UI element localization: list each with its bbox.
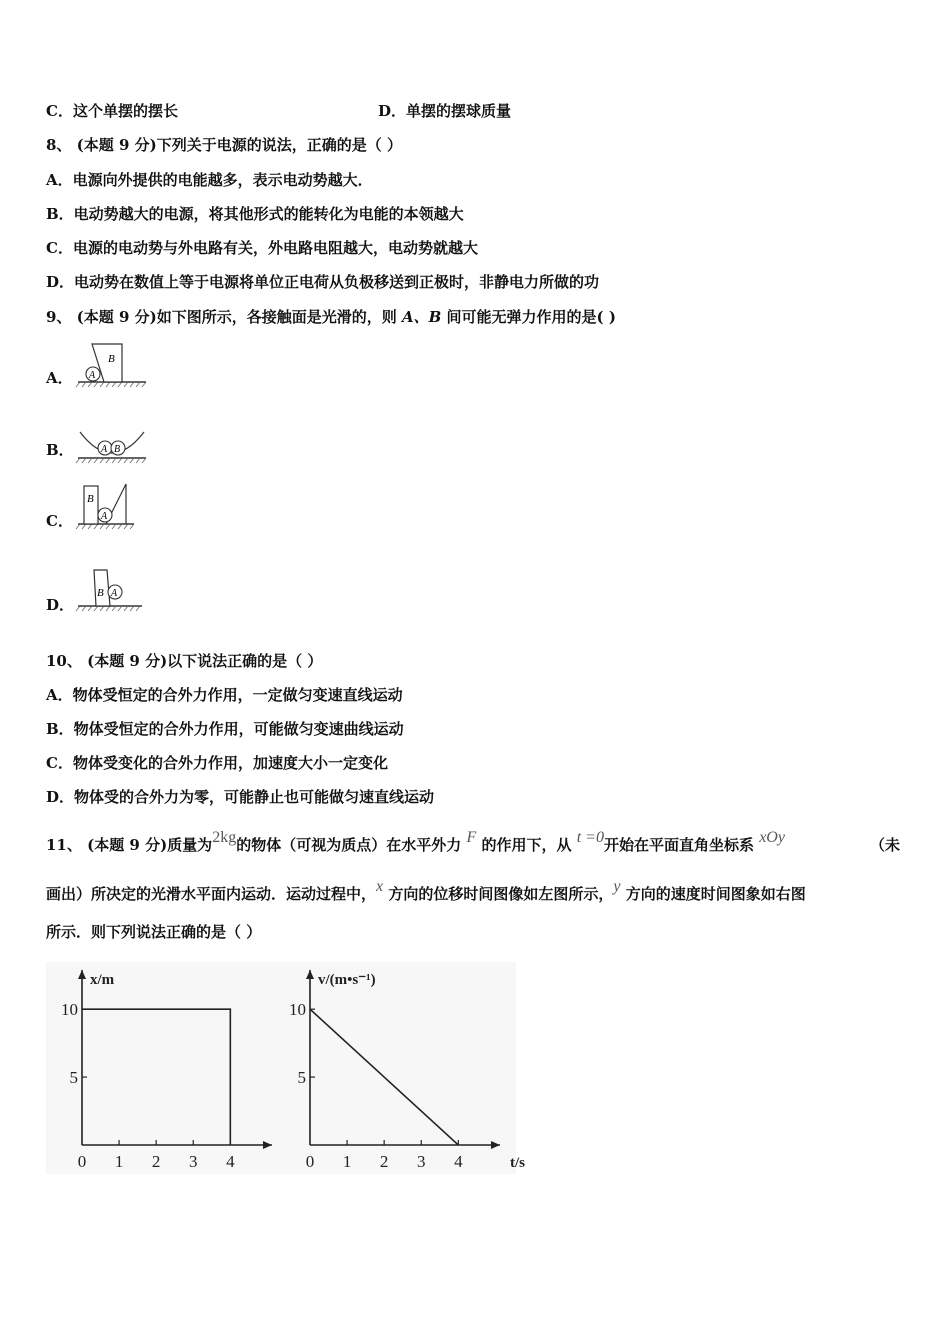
q9-fig-a-ball-label: A: [89, 370, 96, 381]
q7-option-c: C．这个单摆的摆长: [46, 102, 178, 120]
v-t-chart: [276, 962, 525, 1174]
q9-fig-b-ball-a-label: A: [101, 444, 108, 455]
q9-figure-c: [74, 480, 140, 530]
q11-math-t0: t =0: [576, 829, 604, 846]
q11-line-1: [46, 829, 785, 856]
q11-text-1: 11、 (本题 9 分)质量为: [46, 836, 213, 854]
q9-fig-c-block-label: B: [87, 493, 94, 505]
q11-text-4: 开始在平面直角坐标系: [603, 836, 754, 854]
q9-option-a-label: A．: [46, 369, 73, 387]
q10-option-c: C．物体受变化的合外力作用，加速度大小一定变化: [46, 754, 388, 772]
chart-0-y-axis-label: x/m: [90, 972, 115, 988]
q9-option-d-label: D．: [46, 596, 75, 614]
q11-math-y: y: [613, 878, 621, 895]
q11-text-8: 方向的速度时间图象如右图: [625, 885, 806, 903]
q11-text-5: （未: [870, 836, 901, 854]
q11-math-mass: 2kg: [212, 829, 237, 846]
q8-option-b: B．电动势越大的电源，将其他形式的能转化为电能的本领越大: [46, 205, 464, 223]
q9-fig-d-ball-label: A: [111, 588, 118, 599]
chart-0-y-tick-label: 10: [61, 1000, 78, 1020]
q9-figure-a: [74, 338, 150, 390]
q11-line-2: [46, 878, 806, 905]
q10-option-d: D．物体受的合外力为零，可能静止也可能做匀速直线运动: [46, 788, 435, 806]
q9-figure-b: [74, 424, 150, 466]
q11-text-6: 画出）所决定的光滑水平面内运动．运动过程中，: [46, 885, 377, 903]
chart-1-x-tick-label: 4: [454, 1152, 463, 1171]
chart-1-x-tick-label: 3: [417, 1152, 426, 1171]
q8-stem: 8、 (本题 9 分)下列关于电源的说法，正确的是（ ）: [46, 136, 402, 154]
chart-0-x-tick-label: 3: [189, 1152, 198, 1171]
q11-math-F: F: [466, 829, 477, 846]
q9-stem: [46, 307, 616, 327]
q9-fig-a-block-label: B: [108, 353, 115, 365]
q9-figure-d: [74, 564, 146, 614]
chart-0-y-tick-label: 5: [69, 1068, 78, 1088]
chart-1-y-axis-label: v/(m•s⁻¹): [318, 972, 376, 988]
chart-1-x-tick-label: 0: [305, 1152, 315, 1171]
chart-0-x-tick-label: 4: [226, 1152, 235, 1171]
q10-option-b: B．物体受恒定的合外力作用，可能做匀变速曲线运动: [46, 720, 404, 738]
q11-math-x: x: [376, 878, 384, 895]
q9-fig-b-ball-b-label: B: [114, 444, 121, 455]
q8-option-a: A．电源向外提供的电能越多，表示电动势越大．: [46, 171, 373, 189]
q11-text-3: 的作用下，从: [481, 836, 572, 854]
q10-option-a: A．物体受恒定的合外力作用，一定做匀变速直线运动: [46, 686, 403, 704]
chart-1-y-tick-label: 5: [297, 1068, 306, 1088]
chart-0-x-tick-label: 2: [151, 1152, 161, 1171]
chart-1-x-tick-label: 1: [342, 1152, 352, 1171]
q9-stem-part1: 9、 (本题 9 分)如下图所示，各接触面是光滑的，则: [46, 308, 402, 326]
chart-1-x-axis-label: t/s: [510, 1155, 525, 1171]
q9-stem-ab: A、B: [401, 308, 442, 326]
q9-stem-part2: 间可能无弹力作用的是( ): [441, 308, 616, 326]
q8-option-d: D．电动势在数值上等于电源将单位正电荷从负极移送到正极时，非静电力所做的功: [46, 273, 600, 291]
chart-1-y-tick-label: 10: [289, 1000, 306, 1020]
chart-1-background: [276, 962, 516, 1174]
q9-fig-d-block-label: B: [97, 587, 104, 599]
chart-0-x-tick-label: 0: [77, 1152, 87, 1171]
chart-0-x-tick-label: 1: [114, 1152, 124, 1171]
q11-text-7: 方向的位移时间图像如左图所示，: [388, 885, 614, 903]
q11-text-2: 的物体（可视为质点）在水平外力: [236, 836, 462, 854]
x-t-chart: [46, 962, 286, 1174]
q9-option-c-label: C．: [46, 512, 73, 530]
q9-fig-c-ball-label: A: [101, 511, 108, 522]
chart-1-x-tick-label: 2: [379, 1152, 389, 1171]
q7-option-d: D．单摆的摆球质量: [378, 102, 512, 120]
q11-line-3: 所示．则下列说法正确的是（ ）: [46, 923, 262, 941]
q9-option-b-label: B．: [46, 441, 74, 459]
q8-option-c: C．电源的电动势与外电路有关，外电路电阻越大，电动势就越大: [46, 239, 478, 257]
q10-stem: 10、 (本题 9 分)以下说法正确的是（ ）: [46, 652, 323, 670]
q11-math-xOy: xOy: [759, 829, 785, 846]
